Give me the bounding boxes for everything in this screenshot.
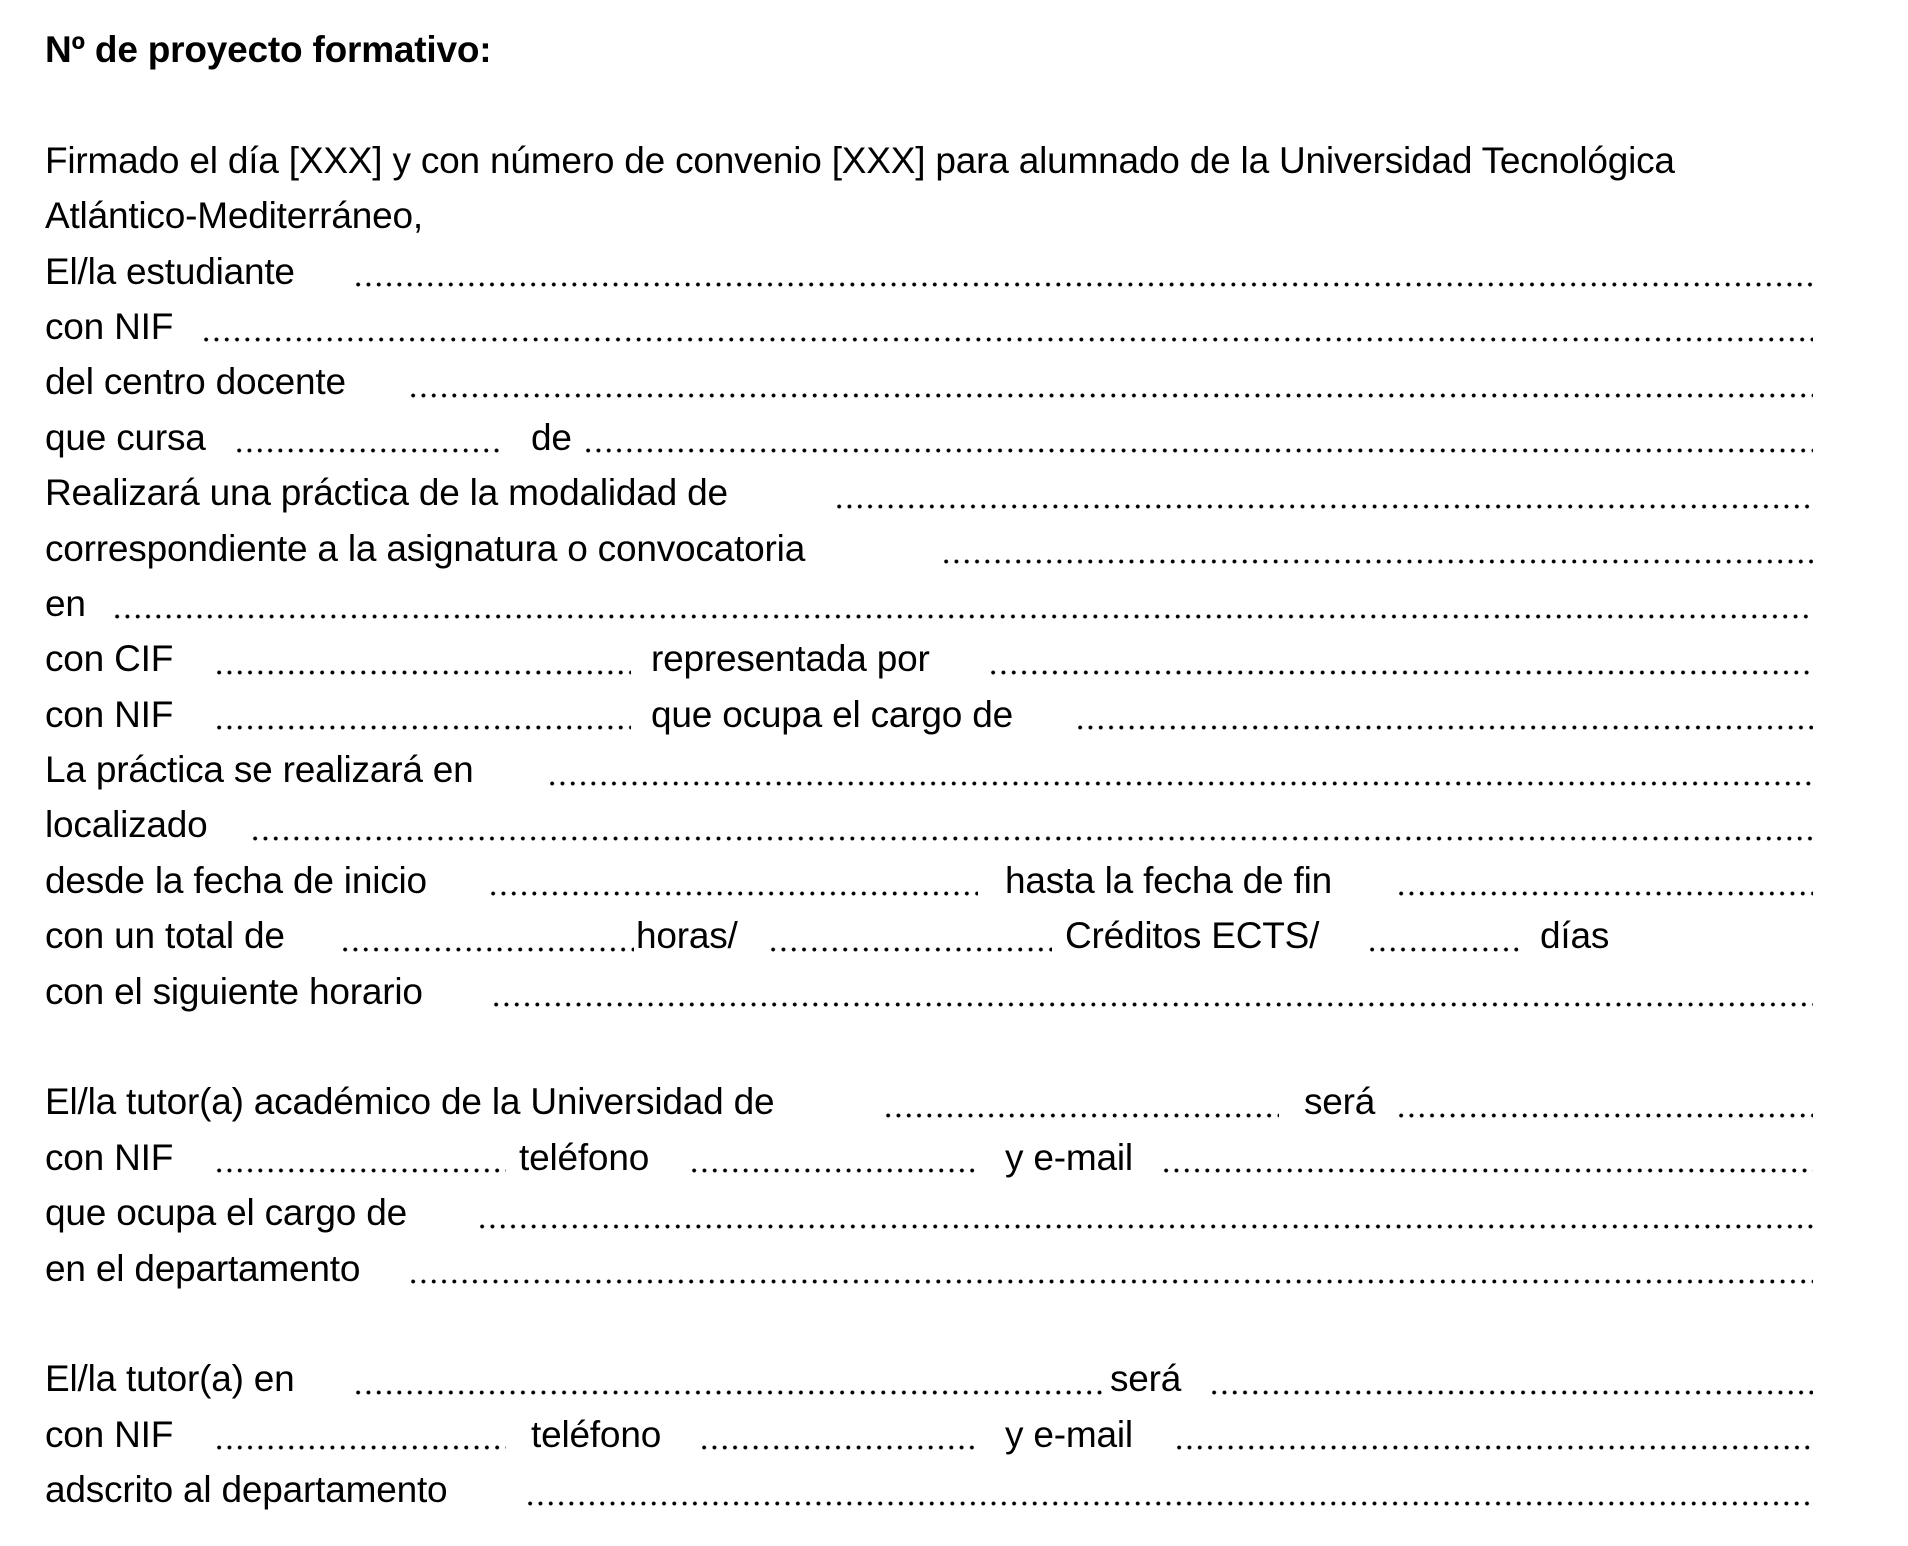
- academic-tutor-name-field[interactable]: [1394, 1074, 1813, 1129]
- course-label: que cursa: [45, 416, 206, 458]
- degree-label: de: [531, 416, 572, 458]
- start-date-field[interactable]: [486, 853, 978, 908]
- representative-nif-field[interactable]: [212, 687, 631, 742]
- university-field[interactable]: [881, 1074, 1279, 1129]
- cif-field[interactable]: [212, 631, 631, 686]
- representative-nif-label: con NIF: [45, 693, 174, 735]
- total-label: con un total de: [45, 915, 285, 957]
- cif-label: con CIF: [45, 638, 174, 680]
- degree-field[interactable]: [581, 410, 1813, 465]
- academic-tutor-will-be-label: será: [1304, 1081, 1376, 1123]
- credits-label: Créditos ECTS/: [1065, 915, 1320, 957]
- modality-row: [0, 465, 1908, 520]
- school-label: del centro docente: [45, 361, 346, 403]
- modality-label: Realizará una práctica de la modalidad de: [45, 472, 728, 514]
- intro-text-2: Atlántico-Mediterráneo,: [45, 195, 423, 237]
- representative-nif-row: [0, 687, 1908, 742]
- student-label: El/la estudiante: [45, 250, 295, 292]
- cif-row: [0, 631, 1908, 686]
- title-row: [0, 22, 1908, 77]
- company-tutor-label: El/la tutor(a) en: [45, 1358, 295, 1400]
- academic-tutor-contact-row: [0, 1130, 1908, 1185]
- location-field[interactable]: [545, 742, 1813, 797]
- academic-tutor-email-field[interactable]: [1159, 1130, 1813, 1185]
- academic-tutor-position-label: que ocupa el cargo de: [45, 1192, 407, 1234]
- start-date-label: desde la fecha de inicio: [45, 859, 427, 901]
- representative-field[interactable]: [986, 631, 1813, 686]
- days-field[interactable]: [1365, 908, 1523, 963]
- company-tutor-nif-label: con NIF: [45, 1413, 174, 1455]
- student-row: [0, 244, 1908, 299]
- schedule-field[interactable]: [489, 964, 1813, 1019]
- school-field[interactable]: [406, 354, 1813, 409]
- company-tutor-name-field[interactable]: [1207, 1351, 1813, 1406]
- academic-tutor-phone-label: teléfono: [519, 1136, 650, 1178]
- academic-tutor-nif-label: con NIF: [45, 1136, 174, 1178]
- intro-line-1: [0, 133, 1908, 188]
- form-title: Nº de proyecto formativo:: [45, 29, 492, 70]
- student-nif-row: [0, 299, 1908, 354]
- company-tutor-department-field[interactable]: [523, 1462, 1813, 1517]
- training-project-form: [0, 22, 1908, 1518]
- credits-field[interactable]: [766, 908, 1052, 963]
- academic-tutor-department-row: [0, 1241, 1908, 1296]
- intro-text-1: Firmado el día [XXX] y con número de convenio [XXX] para alumnado de la Universidad Tecnológica: [45, 139, 1675, 181]
- company-label: en: [45, 582, 86, 624]
- intro-line-2: [0, 188, 1908, 243]
- end-date-field[interactable]: [1394, 853, 1813, 908]
- academic-tutor-row: [0, 1074, 1908, 1129]
- company-tutor-department-row: [0, 1462, 1908, 1517]
- location-row: [0, 742, 1908, 797]
- end-date-label: hasta la fecha de fin: [1005, 859, 1332, 901]
- student-nif-label: con NIF: [45, 305, 174, 347]
- totals-row: [0, 908, 1908, 963]
- company-row: [0, 576, 1908, 631]
- schedule-row: [0, 964, 1908, 1019]
- days-label: días: [1540, 915, 1610, 957]
- modality-field[interactable]: [832, 465, 1813, 520]
- hours-label: horas/: [636, 915, 738, 957]
- academic-tutor-department-label: en el departamento: [45, 1247, 361, 1289]
- dates-row: [0, 853, 1908, 908]
- company-tutor-contact-row: [0, 1407, 1908, 1462]
- subject-row: [0, 521, 1908, 576]
- academic-tutor-email-label: y e-mail: [1005, 1136, 1133, 1178]
- course-field[interactable]: [232, 410, 501, 465]
- address-label: localizado: [45, 804, 208, 846]
- company-tutor-email-label: y e-mail: [1005, 1413, 1133, 1455]
- company-tutor-email-field[interactable]: [1172, 1407, 1813, 1462]
- subject-label: correspondiente a la asignatura o convocatoria: [45, 527, 806, 569]
- subject-field[interactable]: [939, 521, 1813, 576]
- academic-tutor-department-field[interactable]: [406, 1241, 1813, 1296]
- hours-field[interactable]: [338, 908, 634, 963]
- schedule-label: con el siguiente horario: [45, 970, 423, 1012]
- academic-tutor-position-field[interactable]: [475, 1185, 1813, 1240]
- company-tutor-nif-field[interactable]: [212, 1407, 506, 1462]
- student-name-field[interactable]: [351, 244, 1813, 299]
- company-field[interactable]: [110, 576, 1813, 631]
- school-row: [0, 354, 1908, 409]
- student-nif-field[interactable]: [199, 299, 1813, 354]
- company-tutor-department-label: adscrito al departamento: [45, 1469, 448, 1511]
- academic-tutor-nif-field[interactable]: [212, 1130, 506, 1185]
- company-tutor-will-be-label: será: [1110, 1358, 1182, 1400]
- company-tutor-entity-field[interactable]: [351, 1351, 1107, 1406]
- academic-tutor-phone-field[interactable]: [687, 1130, 978, 1185]
- course-row: [0, 410, 1908, 465]
- company-tutor-row: [0, 1351, 1908, 1406]
- company-tutor-phone-label: teléfono: [531, 1413, 662, 1455]
- representative-label: representada por: [651, 638, 930, 680]
- representative-position-field[interactable]: [1073, 687, 1813, 742]
- academic-tutor-label: El/la tutor(a) académico de la Universidad de: [45, 1081, 775, 1123]
- address-field[interactable]: [248, 797, 1813, 852]
- address-row: [0, 797, 1908, 852]
- location-label: La práctica se realizará en: [45, 749, 474, 791]
- company-tutor-phone-field[interactable]: [697, 1407, 978, 1462]
- academic-tutor-position-row: [0, 1185, 1908, 1240]
- representative-position-label: que ocupa el cargo de: [651, 693, 1013, 735]
